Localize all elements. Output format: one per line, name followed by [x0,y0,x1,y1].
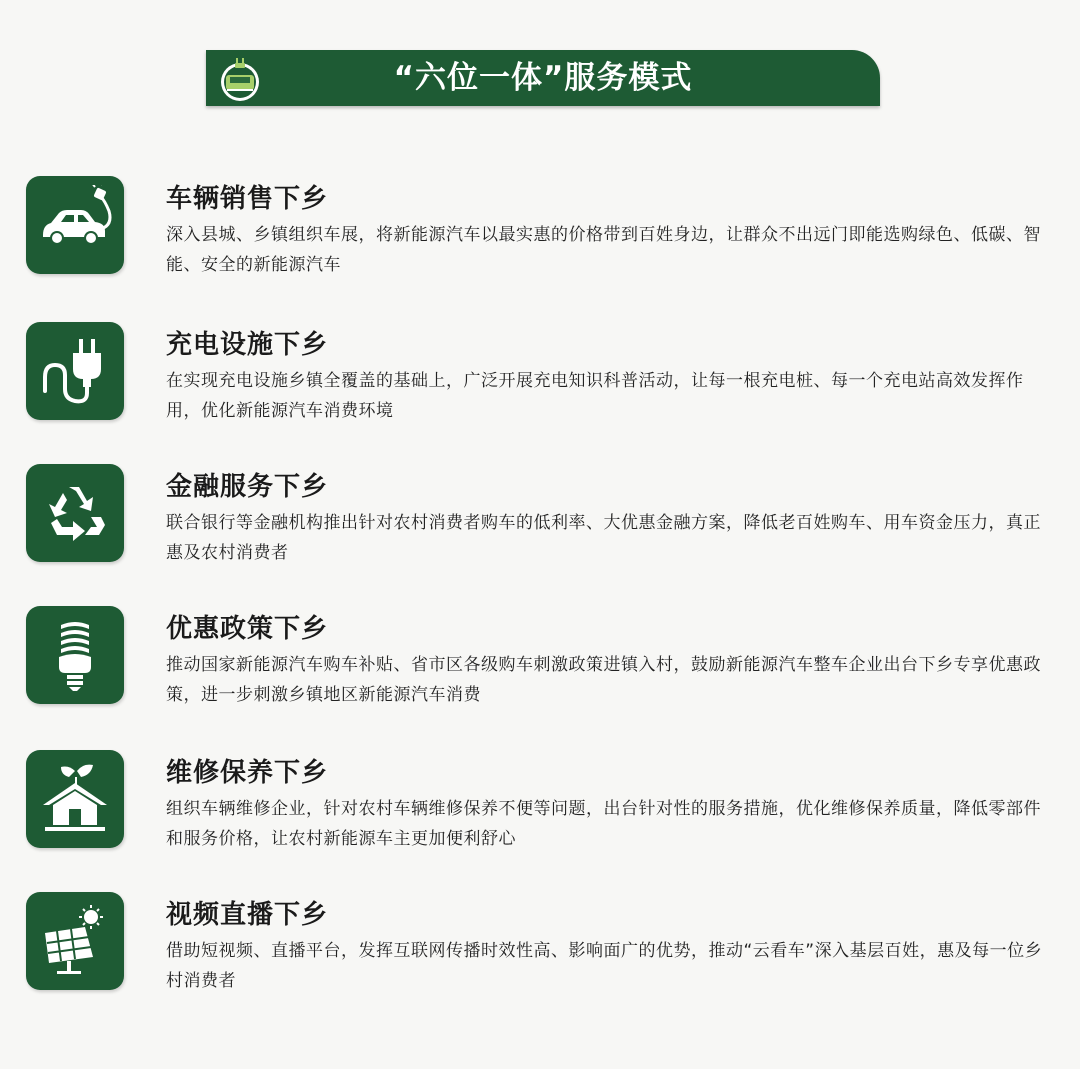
eco-house-icon [26,750,124,848]
item-description: 借助短视频、直播平台，发挥互联网传播时效性高、影响面广的优势，推动“云看车”深入基层百姓，惠及每一位乡村消费者 [166,941,1043,991]
service-item-vehicle-sales [26,176,1056,286]
service-item-charging [26,322,1056,432]
service-item-video-live [26,892,1056,1002]
electric-car-plug-icon [26,176,124,274]
item-title: 充电设施下乡 [166,330,329,360]
item-title: 维修保养下乡 [166,758,329,788]
item-description: 组织车辆维修企业，针对农村车辆维修保养不便等问题，出台针对性的服务措施，优化维修保养质量，降低零部件和服务价格，让农村新能源车主更加便利舒心 [166,799,1041,849]
service-item-finance [26,464,1056,574]
item-title: 视频直播下乡 [166,900,329,930]
header-banner [206,50,880,106]
item-description: 联合银行等金融机构推出针对农村消费者购车的低利率、大优惠金融方案，降低老百姓购车、用车资金压力，真正惠及农村消费者 [166,513,1041,563]
solar-panel-icon [26,892,124,990]
charging-plug-icon [26,322,124,420]
recycle-icon [26,464,124,562]
service-item-maintenance [26,750,1056,860]
item-title: 金融服务下乡 [166,472,329,502]
item-description: 深入县城、乡镇组织车展，将新能源汽车以最实惠的价格带到百姓身边，让群众不出远门即能选购绿色、低碳、智能、安全的新能源汽车 [166,225,1041,275]
item-description: 推动国家新能源汽车购车补贴、省市区各级购车刺激政策进镇入村，鼓励新能源汽车整车企业出台下乡专享优惠政策，进一步刺激乡镇地区新能源汽车消费 [166,655,1041,705]
item-title: 车辆销售下乡 [166,184,329,214]
item-description: 在实现充电设施乡镇全覆盖的基础上，广泛开展充电知识科普活动，让每一根充电桩、每一个充电站高效发挥作用，优化新能源汽车消费环境 [166,371,1024,421]
service-item-policy [26,606,1056,716]
item-title: 优惠政策下乡 [166,614,329,644]
page-title: “六位一体”服务模式 [393,60,693,96]
energy-saving-bulb-icon [26,606,124,704]
